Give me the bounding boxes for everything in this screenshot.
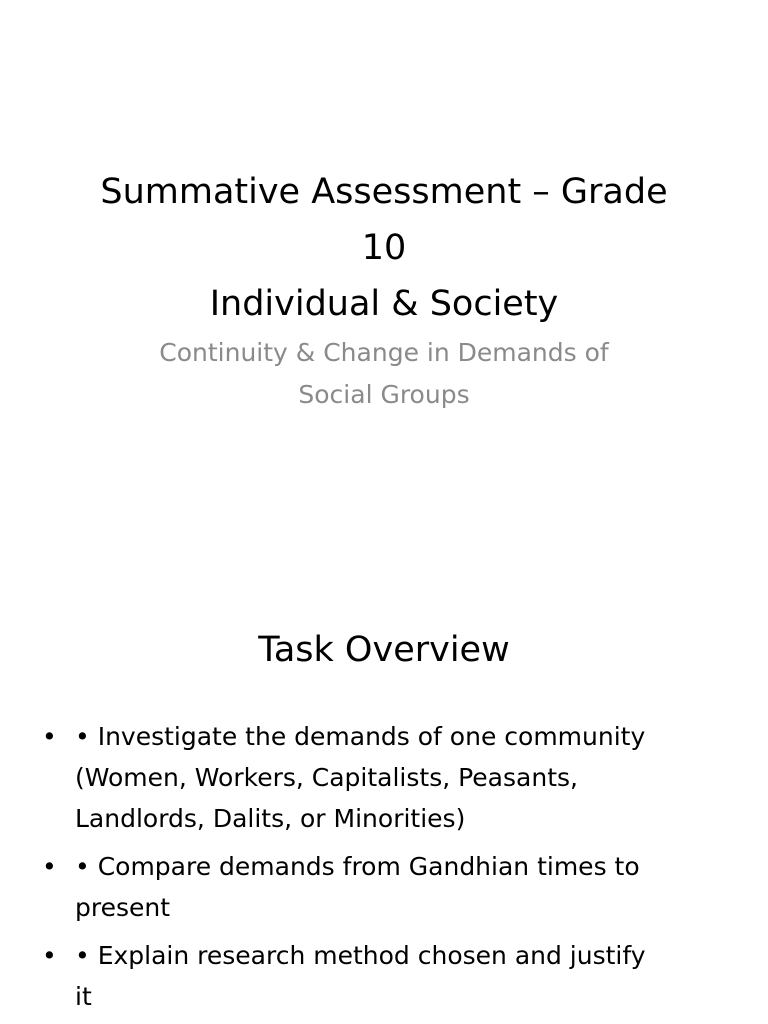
title-line-3: Individual & Society [209, 284, 559, 324]
task-overview-slide [0, 576, 768, 1024]
bullet-item [40, 846, 720, 928]
title-line-1: Summative Assessment – Grade [100, 172, 668, 212]
title-line-2: 10 [361, 228, 407, 268]
slide-subtitle [110, 332, 658, 416]
bullet-item [40, 935, 720, 1017]
task-overview-title: Task Overview [258, 630, 510, 670]
bullet-item [40, 716, 720, 839]
bullet-line: • Investigate the demands of one community [75, 722, 646, 751]
bullet-line: (Women, Workers, Capitalists, Peasants, [75, 763, 578, 792]
bullet-icon: • [42, 941, 57, 970]
bullet-line: Landlords, Dalits, or Minorities) [75, 804, 466, 833]
task-bullet-list [40, 716, 720, 1024]
bullet-icon: • [42, 852, 57, 881]
bullet-icon: • [42, 722, 57, 751]
subtitle-line-1: Continuity & Change in Demands of [159, 338, 609, 367]
bullet-line: present [75, 893, 171, 922]
subtitle-line-2: Social Groups [298, 380, 470, 409]
bullet-line: • Compare demands from Gandhian times to [75, 852, 640, 881]
bullet-line: it [75, 982, 92, 1011]
slide-title [40, 164, 728, 332]
bullet-line: • Explain research method chosen and justify [75, 941, 646, 970]
